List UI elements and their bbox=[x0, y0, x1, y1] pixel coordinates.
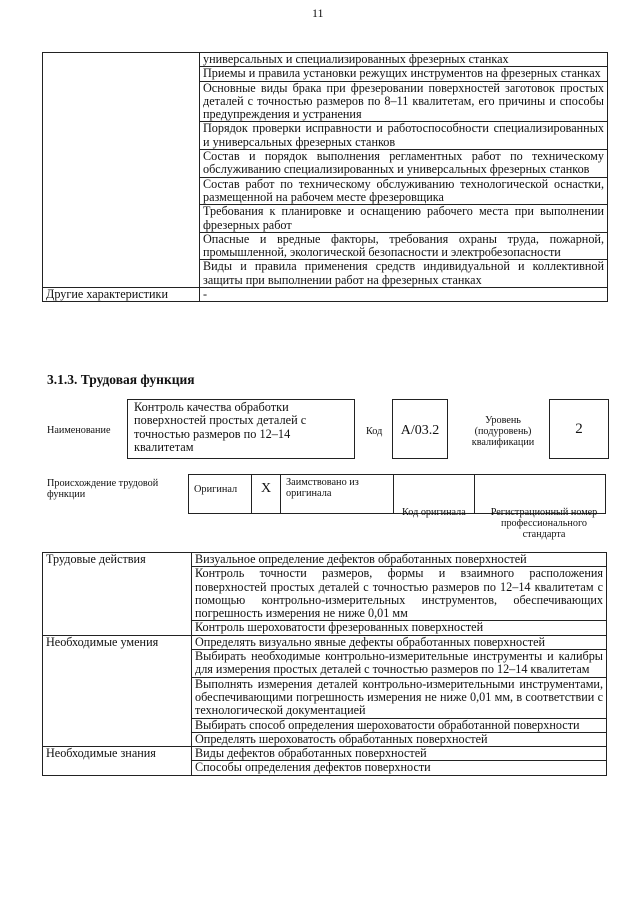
table-row: Определять визуально явные дефекты обработанных поверхностей bbox=[192, 635, 607, 649]
table-row: Контроль точности размеров, формы и взаимного расположения поверхностей простых деталей с точностью размеров по 12–14 квалитетам с помощью контрольно-измерительных инструментов, обеспечивающих погрешность измерения не ниже 0,01 мм bbox=[192, 567, 607, 621]
table-row: Определять шероховатость обработанных поверхностей bbox=[192, 732, 607, 746]
code-value: A/03.2 bbox=[392, 399, 448, 459]
page-number: 11 bbox=[312, 6, 324, 20]
table-row: Выполнять измерения деталей контрольно-измерительными инструментами, обеспечивающими погрешность измерения не ниже 0,01 мм, в соответствии с технологической документацией bbox=[192, 677, 607, 718]
origin-label: Происхождение трудовой функции bbox=[47, 478, 159, 500]
table-row: Приемы и правила установки режущих инструментов на фрезерных станках bbox=[200, 67, 608, 81]
function-details-table bbox=[42, 552, 607, 776]
table-row: Контроль шероховатости фрезерованных поверхностей bbox=[192, 621, 607, 635]
required-knowledge-label: Необходимые знания bbox=[43, 747, 192, 776]
table-row: Виды дефектов обработанных поверхностей bbox=[192, 747, 607, 761]
table-row: Основные виды брака при фрезеровании поверхностей заготовок простых деталей с точностью размеров по 8–11 квалитетам, его причины и способы предупреждения и устранения bbox=[200, 81, 608, 122]
code-label: Код bbox=[366, 426, 383, 437]
origin-borrowed-label: Заимствовано из оригинала bbox=[281, 475, 394, 514]
other-characteristics-value: - bbox=[200, 288, 608, 302]
function-name-label: Наименование bbox=[47, 425, 111, 436]
table-label-cell bbox=[43, 53, 200, 288]
table-row: Выбирать способ определения шероховатости обработанной поверхности bbox=[192, 718, 607, 732]
table-row: Опасные и вредные факторы, требования охраны труда, пожарной, промышленной, экологической безопасности и электробезопасности bbox=[200, 232, 608, 260]
origin-original-label: Оригинал bbox=[189, 475, 252, 514]
table-row: Виды и правила применения средств индивидуальной и коллективной защиты при выполнении работ на фрезерных станках bbox=[200, 260, 608, 288]
table-row: Способы определения дефектов поверхности bbox=[192, 761, 607, 775]
table-row: Порядок проверки исправности и работоспособности специализированных и универсальных фрезерных станков bbox=[200, 122, 608, 150]
table-row: Требования к планировке и оснащению рабочего места при выполнении фрезерных работ bbox=[200, 205, 608, 233]
origin-original-mark: X bbox=[252, 475, 281, 514]
qualification-level-label: Уровень (подуровень) квалификации bbox=[471, 415, 535, 448]
section-heading: 3.1.3. Трудовая функция bbox=[47, 372, 195, 387]
table-row: Состав работ по техническому обслуживанию технологической оснастки, размещенной на рабочем месте фрезеровщика bbox=[200, 177, 608, 205]
required-skills-label: Необходимые умения bbox=[43, 635, 192, 746]
origin-reg-caption: Регистрационный номер профессионального стандарта bbox=[490, 507, 598, 540]
table-row: Состав и порядок выполнения регламентных работ по техническому обслуживанию специализированных и универсальных фрезерных станков bbox=[200, 150, 608, 178]
function-name-value: Контроль качества обработки поверхностей простых деталей с точностью размеров по 12–14 квалитетам bbox=[127, 399, 355, 459]
table-row: универсальных и специализированных фрезерных станках bbox=[200, 53, 608, 67]
labor-actions-label: Трудовые действия bbox=[43, 553, 192, 636]
other-characteristics-label: Другие характеристики bbox=[43, 288, 200, 302]
origin-code-caption: Код оригинала bbox=[402, 507, 466, 518]
table-row: Визуальное определение дефектов обработанных поверхностей bbox=[192, 553, 607, 567]
table-row: Выбирать необходимые контрольно-измерительные инструменты и калибры для измерения простых деталей с точностью размеров по 12–14 квалитетам bbox=[192, 650, 607, 678]
knowledge-continuation-table bbox=[42, 52, 608, 302]
qualification-level-value: 2 bbox=[549, 399, 609, 459]
